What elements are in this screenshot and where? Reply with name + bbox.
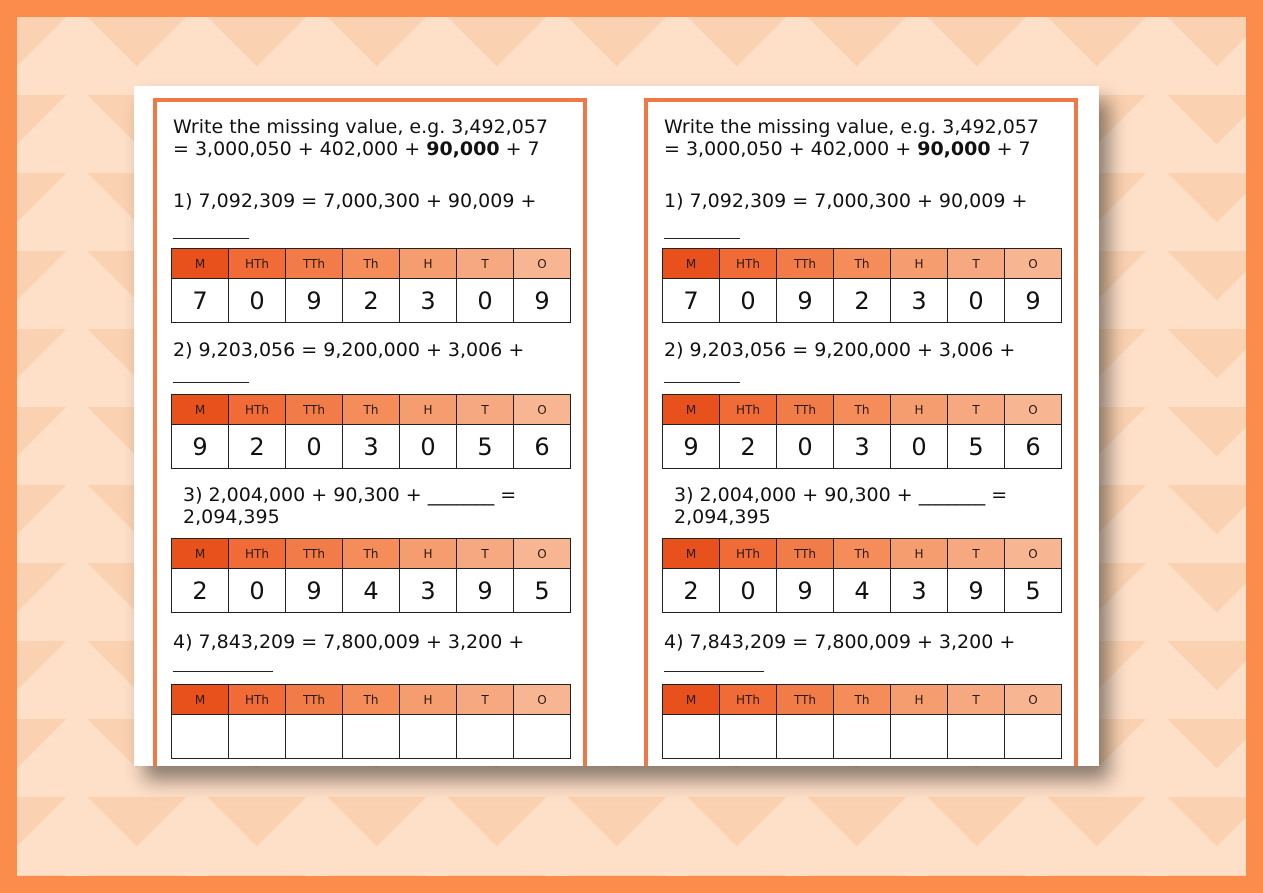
place-value-header-row bbox=[172, 249, 571, 279]
place-value-header-th: Th bbox=[834, 395, 891, 425]
place-value-header-row bbox=[663, 395, 1062, 425]
digit-cell[interactable] bbox=[834, 715, 891, 759]
digit-cell: 3 bbox=[834, 425, 891, 469]
question-equation: 4) 7,843,209 = 7,800,009 + 3,200 + bbox=[173, 631, 525, 653]
question-equation: 3) 2,004,000 + 90,300 + _______ = bbox=[674, 484, 1008, 506]
place-value-digit-row bbox=[172, 569, 571, 613]
question-equation: 1) 7,092,309 = 7,000,300 + 90,009 + bbox=[173, 190, 537, 212]
digit-cell[interactable] bbox=[891, 715, 948, 759]
place-value-header-th: Th bbox=[343, 539, 400, 569]
digit-cell: 3 bbox=[400, 279, 457, 323]
place-value-table bbox=[171, 248, 571, 323]
digit-cell: 9 bbox=[777, 279, 834, 323]
place-value-header-hth: HTh bbox=[229, 395, 286, 425]
question-text bbox=[664, 190, 1078, 212]
digit-cell: 9 bbox=[663, 425, 720, 469]
place-value-header-th: Th bbox=[834, 685, 891, 715]
place-value-digit-row bbox=[172, 715, 571, 759]
digit-cell: 5 bbox=[948, 425, 1005, 469]
digit-cell[interactable] bbox=[457, 715, 514, 759]
place-value-header-t: T bbox=[457, 539, 514, 569]
place-value-table bbox=[662, 538, 1062, 613]
answer-blank-line[interactable] bbox=[173, 382, 249, 383]
digit-cell[interactable] bbox=[172, 715, 229, 759]
digit-cell: 0 bbox=[229, 569, 286, 613]
place-value-header-row bbox=[663, 685, 1062, 715]
place-value-header-th: Th bbox=[343, 249, 400, 279]
place-value-header-th: Th bbox=[834, 539, 891, 569]
worksheet-panel-right bbox=[644, 98, 1078, 766]
place-value-header-row bbox=[663, 539, 1062, 569]
digit-cell: 9 bbox=[286, 279, 343, 323]
place-value-header-hth: HTh bbox=[720, 395, 777, 425]
place-value-header-o: O bbox=[514, 395, 571, 425]
place-value-header-tth: TTh bbox=[777, 395, 834, 425]
digit-cell: 2 bbox=[663, 569, 720, 613]
digit-cell: 3 bbox=[891, 279, 948, 323]
digit-cell: 9 bbox=[172, 425, 229, 469]
digit-cell: 0 bbox=[229, 279, 286, 323]
place-value-header-o: O bbox=[514, 249, 571, 279]
digit-cell: 5 bbox=[514, 569, 571, 613]
question-equation-continued: 2,094,395 bbox=[674, 506, 771, 528]
digit-cell[interactable] bbox=[286, 715, 343, 759]
digit-cell: 6 bbox=[1005, 425, 1062, 469]
place-value-digit-row bbox=[663, 279, 1062, 323]
place-value-header-th: Th bbox=[343, 685, 400, 715]
digit-cell[interactable] bbox=[663, 715, 720, 759]
digit-cell: 0 bbox=[400, 425, 457, 469]
place-value-header-m: M bbox=[663, 685, 720, 715]
place-value-header-h: H bbox=[400, 249, 457, 279]
place-value-header-h: H bbox=[891, 249, 948, 279]
place-value-header-th: Th bbox=[343, 395, 400, 425]
digit-cell: 0 bbox=[891, 425, 948, 469]
instruction-line-2-prefix: = 3,000,050 + 402,000 + bbox=[173, 138, 427, 160]
digit-cell: 7 bbox=[172, 279, 229, 323]
digit-cell: 0 bbox=[720, 279, 777, 323]
digit-cell[interactable] bbox=[514, 715, 571, 759]
instruction-text bbox=[664, 116, 1078, 160]
answer-blank-line[interactable] bbox=[664, 671, 764, 672]
digit-cell[interactable] bbox=[400, 715, 457, 759]
place-value-header-row bbox=[172, 395, 571, 425]
digit-cell: 0 bbox=[720, 569, 777, 613]
digit-cell: 2 bbox=[834, 279, 891, 323]
question-equation-continued: 2,094,395 bbox=[183, 506, 280, 528]
digit-cell[interactable] bbox=[1005, 715, 1062, 759]
digit-cell: 6 bbox=[514, 425, 571, 469]
place-value-header-o: O bbox=[514, 685, 571, 715]
instruction-text bbox=[173, 116, 587, 160]
place-value-header-tth: TTh bbox=[286, 685, 343, 715]
question-text bbox=[173, 631, 587, 653]
digit-cell: 4 bbox=[343, 569, 400, 613]
place-value-header-m: M bbox=[663, 539, 720, 569]
place-value-header-t: T bbox=[457, 685, 514, 715]
place-value-header-m: M bbox=[172, 539, 229, 569]
place-value-header-h: H bbox=[891, 395, 948, 425]
place-value-header-h: H bbox=[891, 539, 948, 569]
question-text bbox=[664, 631, 1078, 653]
question-equation: 1) 7,092,309 = 7,000,300 + 90,009 + bbox=[664, 190, 1028, 212]
digit-cell: 9 bbox=[457, 569, 514, 613]
digit-cell: 9 bbox=[1005, 279, 1062, 323]
place-value-table bbox=[662, 684, 1062, 759]
place-value-table bbox=[662, 248, 1062, 323]
digit-cell: 3 bbox=[343, 425, 400, 469]
answer-blank-line[interactable] bbox=[173, 671, 273, 672]
place-value-header-t: T bbox=[948, 539, 1005, 569]
digit-cell: 2 bbox=[172, 569, 229, 613]
digit-cell: 2 bbox=[343, 279, 400, 323]
instruction-line-2-prefix: = 3,000,050 + 402,000 + bbox=[664, 138, 918, 160]
instruction-line-1: Write the missing value, e.g. 3,492,057 bbox=[664, 116, 1039, 138]
place-value-header-t: T bbox=[948, 685, 1005, 715]
instruction-line-1: Write the missing value, e.g. 3,492,057 bbox=[173, 116, 548, 138]
place-value-header-row bbox=[172, 685, 571, 715]
question-text bbox=[674, 484, 1088, 528]
digit-cell[interactable] bbox=[343, 715, 400, 759]
place-value-header-tth: TTh bbox=[286, 539, 343, 569]
place-value-digit-row bbox=[663, 715, 1062, 759]
place-value-header-h: H bbox=[400, 539, 457, 569]
answer-blank-line[interactable] bbox=[664, 382, 740, 383]
place-value-header-tth: TTh bbox=[777, 685, 834, 715]
digit-cell: 9 bbox=[286, 569, 343, 613]
place-value-table bbox=[171, 538, 571, 613]
digit-cell: 5 bbox=[1005, 569, 1062, 613]
question-equation: 4) 7,843,209 = 7,800,009 + 3,200 + bbox=[664, 631, 1016, 653]
instruction-line-2-suffix: + 7 bbox=[990, 138, 1031, 160]
place-value-header-hth: HTh bbox=[229, 685, 286, 715]
place-value-header-hth: HTh bbox=[229, 249, 286, 279]
digit-cell: 9 bbox=[777, 569, 834, 613]
digit-cell: 0 bbox=[457, 279, 514, 323]
digit-cell: 3 bbox=[400, 569, 457, 613]
place-value-header-h: H bbox=[400, 685, 457, 715]
place-value-header-m: M bbox=[172, 395, 229, 425]
place-value-header-t: T bbox=[948, 395, 1005, 425]
instruction-example-answer: 90,000 bbox=[426, 138, 500, 160]
place-value-header-t: T bbox=[457, 395, 514, 425]
place-value-header-o: O bbox=[1005, 395, 1062, 425]
digit-cell: 9 bbox=[948, 569, 1005, 613]
digit-cell: 9 bbox=[514, 279, 571, 323]
place-value-header-o: O bbox=[1005, 249, 1062, 279]
place-value-header-hth: HTh bbox=[720, 685, 777, 715]
place-value-header-m: M bbox=[663, 395, 720, 425]
question-text bbox=[183, 484, 597, 528]
worksheet-panel-left bbox=[153, 98, 587, 766]
place-value-header-row bbox=[663, 249, 1062, 279]
place-value-table bbox=[662, 394, 1062, 469]
digit-cell: 0 bbox=[948, 279, 1005, 323]
place-value-table bbox=[171, 684, 571, 759]
place-value-header-m: M bbox=[663, 249, 720, 279]
place-value-header-tth: TTh bbox=[777, 249, 834, 279]
place-value-header-o: O bbox=[1005, 539, 1062, 569]
instruction-line-2-suffix: + 7 bbox=[499, 138, 540, 160]
place-value-header-t: T bbox=[457, 249, 514, 279]
digit-cell: 5 bbox=[457, 425, 514, 469]
digit-cell: 4 bbox=[834, 569, 891, 613]
place-value-digit-row bbox=[663, 569, 1062, 613]
place-value-table bbox=[171, 394, 571, 469]
digit-cell[interactable] bbox=[229, 715, 286, 759]
place-value-header-hth: HTh bbox=[720, 249, 777, 279]
answer-blank-line[interactable] bbox=[173, 238, 249, 239]
digit-cell: 0 bbox=[777, 425, 834, 469]
question-equation: 2) 9,203,056 = 9,200,000 + 3,006 + bbox=[664, 339, 1016, 361]
digit-cell: 2 bbox=[229, 425, 286, 469]
digit-cell: 3 bbox=[891, 569, 948, 613]
question-equation: 2) 9,203,056 = 9,200,000 + 3,006 + bbox=[173, 339, 525, 361]
place-value-digit-row bbox=[172, 425, 571, 469]
place-value-header-tth: TTh bbox=[286, 249, 343, 279]
instruction-example-answer: 90,000 bbox=[917, 138, 991, 160]
place-value-header-hth: HTh bbox=[229, 539, 286, 569]
digit-cell: 2 bbox=[720, 425, 777, 469]
place-value-header-o: O bbox=[514, 539, 571, 569]
place-value-header-m: M bbox=[172, 249, 229, 279]
place-value-header-h: H bbox=[400, 395, 457, 425]
question-text bbox=[173, 339, 587, 361]
place-value-header-o: O bbox=[1005, 685, 1062, 715]
place-value-header-m: M bbox=[172, 685, 229, 715]
place-value-digit-row bbox=[172, 279, 571, 323]
digit-cell[interactable] bbox=[720, 715, 777, 759]
worksheet-image bbox=[134, 86, 1099, 766]
place-value-header-tth: TTh bbox=[286, 395, 343, 425]
digit-cell: 0 bbox=[286, 425, 343, 469]
answer-blank-line[interactable] bbox=[664, 238, 740, 239]
question-text bbox=[664, 339, 1078, 361]
place-value-digit-row bbox=[663, 425, 1062, 469]
question-equation: 3) 2,004,000 + 90,300 + _______ = bbox=[183, 484, 517, 506]
place-value-header-t: T bbox=[948, 249, 1005, 279]
place-value-header-row bbox=[172, 539, 571, 569]
place-value-header-tth: TTh bbox=[777, 539, 834, 569]
place-value-header-h: H bbox=[891, 685, 948, 715]
place-value-header-th: Th bbox=[834, 249, 891, 279]
place-value-header-hth: HTh bbox=[720, 539, 777, 569]
question-text bbox=[173, 190, 587, 212]
digit-cell: 7 bbox=[663, 279, 720, 323]
digit-cell[interactable] bbox=[777, 715, 834, 759]
digit-cell[interactable] bbox=[948, 715, 1005, 759]
